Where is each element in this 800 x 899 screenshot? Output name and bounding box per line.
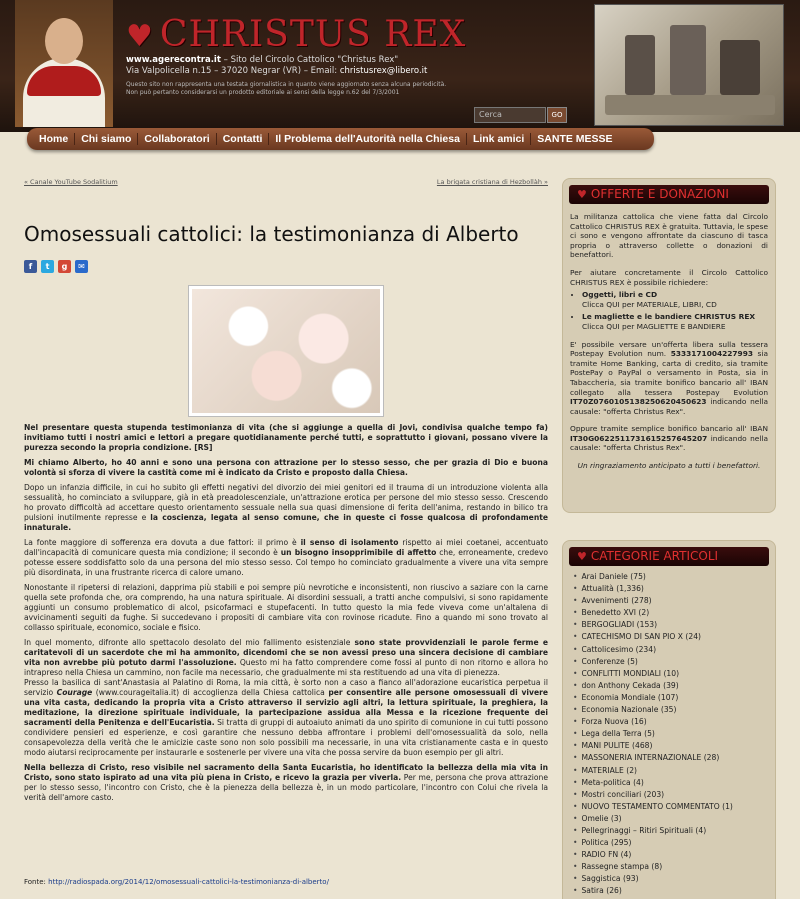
magliette-link[interactable]: Clicca QUI per MAGLIETTE E BANDIERE <box>582 321 726 331</box>
category-link[interactable]: • Cattolicesimo (234) <box>573 644 767 656</box>
materiale-link[interactable]: Clicca QUI per MATERIALE, LIBRI, CD <box>582 299 717 309</box>
google-plus-icon[interactable]: g <box>58 260 71 273</box>
category-link[interactable]: • Benedetto XVI (2) <box>573 607 767 619</box>
post-paragraph: La fonte maggiore di sofferenza era dovuta a due fattori: il primo è il senso di isolamento rispetto ai miei coetanei, accentuato dall'incapacità di comunicare questa mia condizione; il secondo è un bisogno insopprimibile di affetto che, erroneamente, credevo potesse essere soddisfatto solo da una persona del mio stesso sesso. Col tempo ho cominciato gradualmente a vivere una vita sempre più disordinata, in una frustrante ricerca di calore umano. <box>24 538 548 577</box>
category-link[interactable]: • MANI PULITE (468) <box>573 740 767 752</box>
category-link[interactable]: • Conferenze (5) <box>573 656 767 668</box>
category-link[interactable]: • Satira (26) <box>573 885 767 897</box>
category-link[interactable]: • Economia Mondiale (107) <box>573 692 767 704</box>
category-link[interactable]: • NUOVO TESTAMENTO COMMENTATO (1) <box>573 801 767 813</box>
address: Via Valpolicella n.15 – 37020 Negrar (VR) – Email: <box>126 66 340 76</box>
pope-portrait <box>15 0 113 127</box>
post-content <box>24 178 548 803</box>
source-link[interactable]: http://radiospada.org/2014/12/omosessuali-cattolici-la-testimonianza-di-alberto/ <box>48 878 329 886</box>
nav-home[interactable]: Home <box>33 133 75 145</box>
post-navigation <box>24 178 548 186</box>
category-link[interactable]: • Avvenimenti (278) <box>573 595 767 607</box>
category-link[interactable]: • Meta-politica (4) <box>573 777 767 789</box>
search-input[interactable]: Cerca <box>474 107 546 123</box>
post-paragraph: In quel momento, difronte allo spettacolo desolato del mio fallimento esistenziale sono state provvidenziali le parole ferme e caritatevoli di un sacerdote che mi ha ammonito, dicendomi che se non avessi preso una sincera decisione di cambiare vita non avrebbe più potuto darmi l'assoluzione. Questo mi ha fatto comprendere come fossi al punto di non ritorno e allora ho intrapreso nella Chiesa un cammino, non facile ma necessario, che gradualmente mi sta restituendo ad una vita di pienezza. <box>24 638 548 677</box>
category-link[interactable]: • BERGOGLIADI (153) <box>573 619 767 631</box>
nav-sante-messe[interactable]: SANTE MESSE <box>537 133 613 145</box>
sacred-heart-icon: ♥ <box>577 188 587 201</box>
site-url[interactable]: www.agerecontra.it <box>126 55 221 65</box>
category-link[interactable]: • MATERIALE (2) <box>573 765 767 777</box>
list-item: • Le magliette e le bandiere CHRISTUS REX Clicca QUI per MAGLIETTE E BANDIERE <box>582 312 768 331</box>
disclaimer <box>126 81 466 96</box>
donations-intro: La militanza cattolica che viene fatta dal Circolo Cattolico CHRISTUS REX è gratuita. Tuttavia, le spese ci sono e vengono affrontate da ciascuno di tasca propria o attraverso collette o donazioni di benefattori. <box>570 212 768 260</box>
postepay-info: E' possibile versare un'offerta libera sulla tessera Postepay Evolution num. 5333171004227993 sia tramite Home Banking, carta di credito, sia tramite PostePay o PayPal o versamento in Posta, sia in Tabaccheria, sia tramite bonifico bancario all' IBAN collegato alla tessera Postepay Evolution IT70Z0760105138250620450623 indicando nella causale: "offerta Christus Rex". <box>570 339 768 416</box>
email-link[interactable]: christusrex@libero.it <box>339 66 428 76</box>
main-nav <box>27 128 654 150</box>
site-header <box>0 0 800 132</box>
category-link[interactable]: • RADIO FN (4) <box>573 849 767 861</box>
prev-post-link[interactable]: « Canale YouTube Sodalitium <box>24 178 118 186</box>
post-paragraph: Nel presentare questa stupenda testimonianza di vita (che si aggiunge a quella di Jovi, condivisa qualche tempo fa) invitiamo tutti i nostri amici e lettori a pregare quotidianamente perché tutti, e soprattutto i giovani, possano vivere la purezza secondo la propria condizione. [RS] <box>24 423 548 452</box>
category-link[interactable]: • Omelie (3) <box>573 813 767 825</box>
nav-problema-autorita[interactable]: Il Problema dell'Autorità nella Chiesa <box>269 133 467 145</box>
iban-info: Oppure tramite semplice bonifico bancario all' IBAN IT30G0622511731615257645207 indicando nella causale: "offerta Christus Rex". <box>570 424 768 453</box>
nav-link-amici[interactable]: Link amici <box>467 133 531 145</box>
site-logo[interactable] <box>126 14 466 55</box>
donations-widget <box>562 178 776 513</box>
logo-text: CHRISTUS REX <box>159 14 467 55</box>
nav-collaboratori[interactable]: Collaboratori <box>138 133 216 145</box>
category-link[interactable]: • Rassegne stampa (8) <box>573 861 767 873</box>
category-link[interactable]: • Attualità (1,336) <box>573 583 767 595</box>
category-link[interactable]: • Mostri conciliari (203) <box>573 789 767 801</box>
category-link[interactable]: • MASSONERIA INTERNAZIONALE (28) <box>573 752 767 764</box>
nav-contatti[interactable]: Contatti <box>217 133 270 145</box>
categories-heading: ♥ CATEGORIE ARTICOLI <box>569 547 769 566</box>
category-link[interactable]: • Forza Nuova (16) <box>573 716 767 728</box>
search-go-button[interactable]: GO <box>547 107 567 123</box>
sacred-heart-icon: ♥ <box>577 550 587 563</box>
category-link[interactable]: • don Anthony Cekada (39) <box>573 680 767 692</box>
category-link[interactable]: • Saggistica (93) <box>573 873 767 885</box>
post-paragraph: Presso la basilica di sant'Anastasia al Palatino di Roma, la mia città, è sorto non a caso a fianco all'adorazione eucaristica perpetua il servizio Courage (www.courageitalia.it) di accoglienza della Chiesa cattolica per consentire alle persone omosessuali di vivere una vita casta, dedicando la propria vita a Cristo attraverso il servizio agli altri, la lettura spirituale, la preghiera, la meditazione, la direzione spirituale individuale, la partecipazione assidua alla Messa e la ricezione frequente dei sacramenti della Penitenza e dell'Eucaristia. Si tratta di gruppi di autoaiuto animati da uno spirito di comunione in cui tutti possono condividere pensieri ed esperienze, e così garantire che nessuno debba affrontare i problemi dell'omosessualità da solo, nella consapevolezza della verità che le amicizie caste sono non solo possibili ma necessarie, in una vita cristianamente casta e in questo modo aiutarsi reciprocamente per instaurarle e sostenerle per vivere una vita che possa servire da buon esempio per gli altri. <box>24 678 548 757</box>
disclaimer-1: Questo sito non rappresenta una testata giornalistica in quanto viene aggiornato senza alcuna periodicità. <box>126 81 447 88</box>
twitter-icon[interactable]: t <box>41 260 54 273</box>
thanks-note: Un ringraziamento anticipato a tutti i benefattori. <box>577 461 761 471</box>
post-paragraph: Dopo un infanzia difficile, in cui ho subito gli effetti negativi del divorzio dei miei genitori ed il trauma di un introduzione violenta alla sessualità, ho cominciato a sviluppare, già in età preadolescenziale, un'attrazione erotica per persone del mio stesso sesso. Crescendo ho provato difficoltà ad accettare questo orientamento sessuale nella sua quasi dimensione di ferita dell'anima, restando in bilico tra pulsioni inutilmente represse e la coscienza, legata al senso comune, che in queste ci fosse qualcosa di profondamente innaturale. <box>24 483 549 532</box>
source-line: Fonte: http://radiospada.org/2014/12/omosessuali-cattolici-la-testimonianza-di-alberto/ <box>24 878 329 886</box>
category-link[interactable]: • Arai Daniele (75) <box>573 571 767 583</box>
site-desc: – Sito del Circolo Cattolico "Christus Rex" <box>220 55 399 65</box>
site-line <box>126 55 398 65</box>
address-line <box>126 66 427 76</box>
donations-request: Per aiutare concretamente il Circolo Cattolico CHRISTUS REX è possibile richiedere: <box>570 267 768 287</box>
sacred-heart-icon: ♥ <box>126 19 154 54</box>
category-link[interactable]: • CONFLITTI MONDIALI (10) <box>573 668 767 680</box>
post-title: Omosessuali cattolici: la testimonianza di Alberto <box>24 222 519 246</box>
crusader-battle-image <box>594 4 784 126</box>
next-post-link[interactable]: La brigata cristiana di Hezbollàh » <box>436 178 548 186</box>
category-link[interactable]: • Politica (295) <box>573 837 767 849</box>
post-paragraph: Nella bellezza di Cristo, reso visibile nel sacramento della Santa Eucaristia, ho identificato la bellezza della mia vita in Cristo, sono stato ispirato ad una vita più piena in Cristo, e ricevo la grazia per viverla. Per me, persona che prova attrazione per lo stesso sesso, l'incontro con Cristo, che è la pienezza della bellezza è, in un modo particolare, l'incontro con Colui che rivela la verità dell'amore casto. <box>24 763 548 802</box>
categories-list <box>563 566 775 898</box>
list-item: • Oggetti, libri e CD Clicca QUI per MATERIALE, LIBRI, CD <box>582 290 768 309</box>
facebook-icon[interactable]: f <box>24 260 37 273</box>
share-buttons <box>24 260 548 273</box>
donations-heading: ♥ OFFERTE E DONAZIONI <box>569 185 769 204</box>
categories-widget <box>562 540 776 899</box>
nav-chi-siamo[interactable]: Chi siamo <box>75 133 138 145</box>
category-link[interactable]: • Pellegrinaggi – Ritiri Spirituali (4) <box>573 825 767 837</box>
roses-image <box>188 285 384 417</box>
category-link[interactable]: • CATECHISMO DI SAN PIO X (24) <box>573 631 767 643</box>
post-paragraph: Mi chiamo Alberto, ho 40 anni e sono una persona con attrazione per lo stesso sesso, che per grazia di Dio e buona volontà si sforza di vivere la castità come mi è indicato da Cristo e proposto dalla Chiesa. <box>24 458 548 477</box>
email-icon[interactable]: ✉ <box>75 260 88 273</box>
category-link[interactable]: • Lega della Terra (5) <box>573 728 767 740</box>
category-link[interactable]: • Economia Nazionale (35) <box>573 704 767 716</box>
disclaimer-2: Non può pertanto considerarsi un prodotto editoriale ai sensi della legge n.62 del 7/3/2001 <box>126 88 400 96</box>
post-paragraph: Nonostante il ripetersi di relazioni, dapprima più stabili e poi sempre più nevrotiche e inconsistenti, non riuscivo a saziare con la carne quella sete profonda che, ora comprendo, ha una natura spirituale. Ai disordini sessuali, a tratti anche compulsivi, si sono rapidamente aggiunti un consumo problematico di alcol, psicofarmaci e stupefacenti. In tutto questo la mia fede viveva come un'altalena di avvicinamenti seguiti da fughe. Si succedevano i propositi di cambiare vita con rovinose ricadute. Fino a quando mi sono trovato al collasso spirituale, economico, sociale e fisico. <box>24 583 548 632</box>
